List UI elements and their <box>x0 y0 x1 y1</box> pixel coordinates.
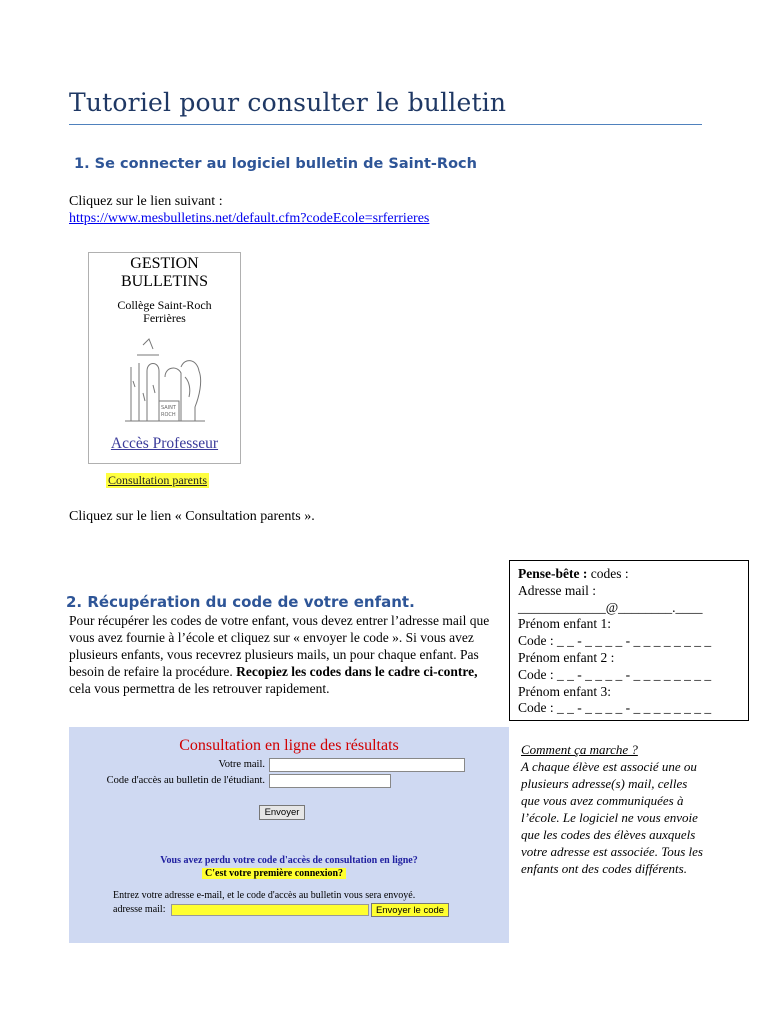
professor-access-link[interactable]: Accès Professeur <box>110 435 219 452</box>
section2-text-bold: Recopiez les codes dans le cadre ci-contre, <box>236 664 478 679</box>
memo-child3: Prénom enfant 3: <box>518 683 611 699</box>
gestion-title-line1: GESTION <box>130 255 199 272</box>
how-it-works-title: Comment ça marche ? <box>521 742 638 757</box>
gestion-title-line2: BULLETINS <box>120 273 209 290</box>
svg-text:ROCH: ROCH <box>161 412 176 418</box>
consultation-parents-link[interactable]: Consultation parents <box>108 473 207 487</box>
send-code-button[interactable]: Envoyer le code <box>371 903 449 917</box>
section1-heading: 1. Se connecter au logiciel bulletin de Saint-Roch <box>74 156 477 172</box>
memo-code1: Code : _ _ - _ _ _ _ - _ _ _ _ _ _ _ _ <box>518 633 712 649</box>
section2-paragraph <box>69 612 499 697</box>
memo-email-blank: _____________@________.____ <box>518 599 703 615</box>
form-mail-label-2: adresse mail: <box>113 904 166 915</box>
memo-label-rest: codes : <box>587 566 629 581</box>
memo-header <box>518 566 740 583</box>
section2-text-part2: cela vous permettra de les retrouver rapidement. <box>69 681 330 696</box>
memo-code2: Code : _ _ - _ _ _ _ - _ _ _ _ _ _ _ _ <box>518 666 712 682</box>
how-it-works-text: A chaque élève est associé une ou plusieurs adresse(s) mail, celles que vous avez communiquées à l’école. Le logiciel ne vous envoie que les codes des élèves auxquels votre adresse est associée. Tous les enfants ont des codes différents. <box>521 759 703 876</box>
memo-child1: Prénom enfant 1: <box>518 616 611 632</box>
college-line1: Collège Saint-Roch <box>117 298 212 312</box>
form-mail-input-2[interactable] <box>171 904 369 916</box>
consultation-form-screenshot <box>69 727 509 943</box>
enter-email-instruction: Entrez votre adresse e-mail, et le code d'accès au bulletin vous sera envoyé. <box>113 890 416 901</box>
form-code-input[interactable] <box>269 774 391 788</box>
form-mail-input[interactable] <box>269 758 465 772</box>
how-it-works-note <box>521 741 706 877</box>
envoyer-button[interactable]: Envoyer <box>259 805 305 820</box>
first-connection-text: C'est votre première connexion? <box>202 868 346 879</box>
document-title: Tutoriel pour consulter le bulletin <box>69 88 507 117</box>
lost-code-text: Vous avez perdu votre code d'accès de consultation en ligne? <box>160 855 418 866</box>
college-name <box>89 299 240 325</box>
title-divider <box>69 124 702 125</box>
college-line2: Ferrières <box>143 311 186 325</box>
memo-email-label: Adresse mail : <box>518 582 596 598</box>
saint-roch-logo <box>119 337 209 427</box>
section1-intro: Cliquez sur le lien suivant : <box>69 194 223 209</box>
gestion-bulletins-title <box>89 255 240 291</box>
gestion-bulletins-panel <box>88 252 241 464</box>
memo-box <box>509 560 749 721</box>
form-code-label: Code d'accès au bulletin de l'étudiant. <box>106 775 265 786</box>
section2-heading: 2. Récupération du code de votre enfant. <box>66 593 415 611</box>
memo-label: Pense-bête : <box>518 566 588 581</box>
section2-text-part1: Pour récupérer les codes de votre enfant, vous devez entrer l’adresse mail que vous avez fournie à l’école et cliquez sur « envoyer le code ». Si vous avez plusieurs enfants, vous recevrez plusieurs mails, un pour chaque enfant. Pas besoin de refaire la procédure. <box>69 613 490 679</box>
bulletin-link[interactable]: https://www.mesbulletins.net/default.cfm?codeEcole=srferrieres <box>69 211 430 226</box>
memo-code3: Code : _ _ - _ _ _ _ - _ _ _ _ _ _ _ _ <box>518 700 712 716</box>
click-parents-instruction: Cliquez sur le lien « Consultation parents ». <box>69 509 315 524</box>
form-mail-label: Votre mail. <box>218 759 265 770</box>
svg-text:SAINT: SAINT <box>161 405 176 411</box>
memo-child2: Prénom enfant 2 : <box>518 649 615 665</box>
form-title: Consultation en ligne des résultats <box>179 737 399 754</box>
